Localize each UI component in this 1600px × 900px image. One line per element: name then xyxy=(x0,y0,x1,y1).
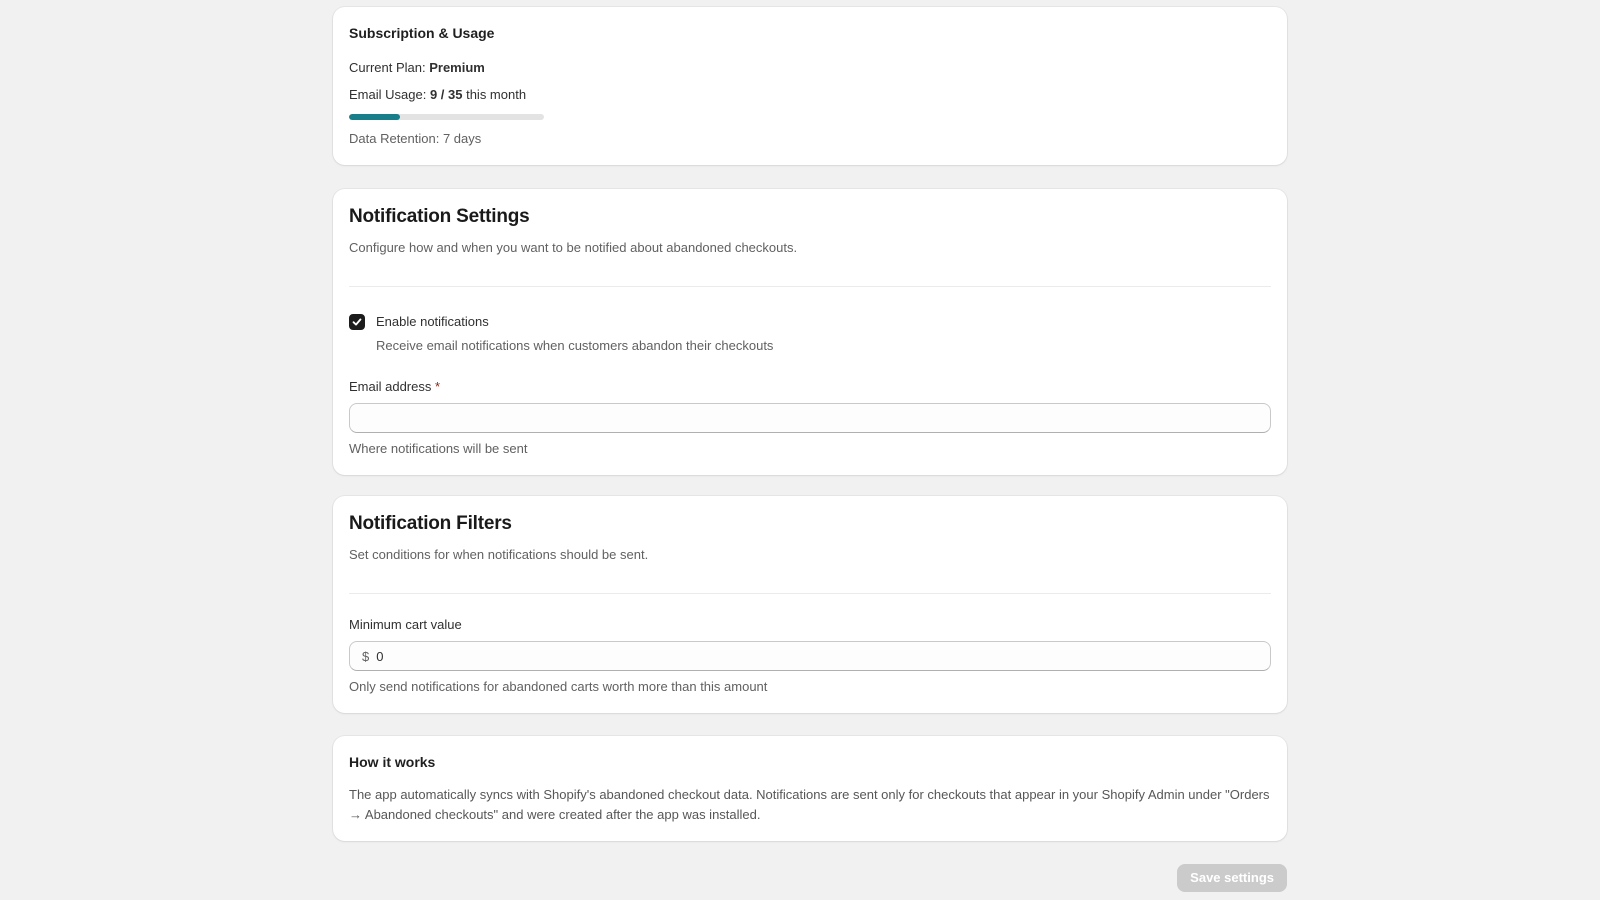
section-divider xyxy=(349,286,1271,287)
min-cart-value-help: Only send notifications for abandoned carts worth more than this amount xyxy=(349,679,768,694)
how-it-works-card xyxy=(333,736,1287,841)
email-usage-line xyxy=(349,85,1271,105)
email-address-help: Where notifications will be sent xyxy=(349,441,528,456)
notification-filters-card xyxy=(333,496,1287,713)
save-settings-button[interactable]: Save settings xyxy=(1177,864,1287,892)
notification-filters-title: Notification Filters xyxy=(349,513,512,534)
email-usage-progress-fill xyxy=(349,114,400,120)
data-retention-line: Data Retention: 7 days xyxy=(349,131,482,146)
current-plan-line xyxy=(349,58,1271,78)
min-cart-value-input[interactable] xyxy=(376,642,1258,670)
email-usage-label: Email Usage: xyxy=(349,87,427,102)
settings-page xyxy=(333,0,1287,892)
email-address-label: Email address * xyxy=(349,379,441,394)
footer-actions xyxy=(333,864,1287,892)
email-address-input[interactable] xyxy=(349,403,1271,433)
email-usage-progressbar xyxy=(349,114,544,120)
notification-settings-subtitle: Configure how and when you want to be notified about abandoned checkouts. xyxy=(349,240,798,255)
min-cart-value-label: Minimum cart value xyxy=(349,617,462,632)
checkmark-icon xyxy=(352,317,362,327)
enable-notifications-row xyxy=(349,312,1271,332)
current-plan-value: Premium xyxy=(429,60,485,75)
how-it-works-title: How it works xyxy=(349,754,436,770)
notification-settings-card xyxy=(333,189,1287,475)
subscription-usage-card xyxy=(333,7,1287,165)
enable-notifications-help: Receive email notifications when customers abandon their checkouts xyxy=(376,338,774,353)
required-asterisk: * xyxy=(435,379,441,394)
enable-notifications-checkbox[interactable] xyxy=(349,314,365,330)
email-usage-value: 9 / 35 xyxy=(429,87,463,102)
notification-filters-subtitle: Set conditions for when notifications should be sent. xyxy=(349,547,649,562)
current-plan-label: Current Plan: xyxy=(349,60,426,75)
subscription-usage-title: Subscription & Usage xyxy=(349,25,495,41)
min-cart-value-input-group xyxy=(349,641,1271,671)
email-usage-suffix: this month xyxy=(466,87,527,102)
enable-notifications-label[interactable]: Enable notifications xyxy=(376,314,489,329)
notification-settings-title: Notification Settings xyxy=(349,206,530,227)
how-it-works-body: The app automatically syncs with Shopify's abandoned checkout data. Notifications are sent only for checkouts that appear in your Shopify Admin under "Orders → Abandoned checkouts" and were created after the app was installed. xyxy=(349,787,1270,822)
currency-prefix: $ xyxy=(362,648,370,664)
section-divider xyxy=(349,593,1271,594)
